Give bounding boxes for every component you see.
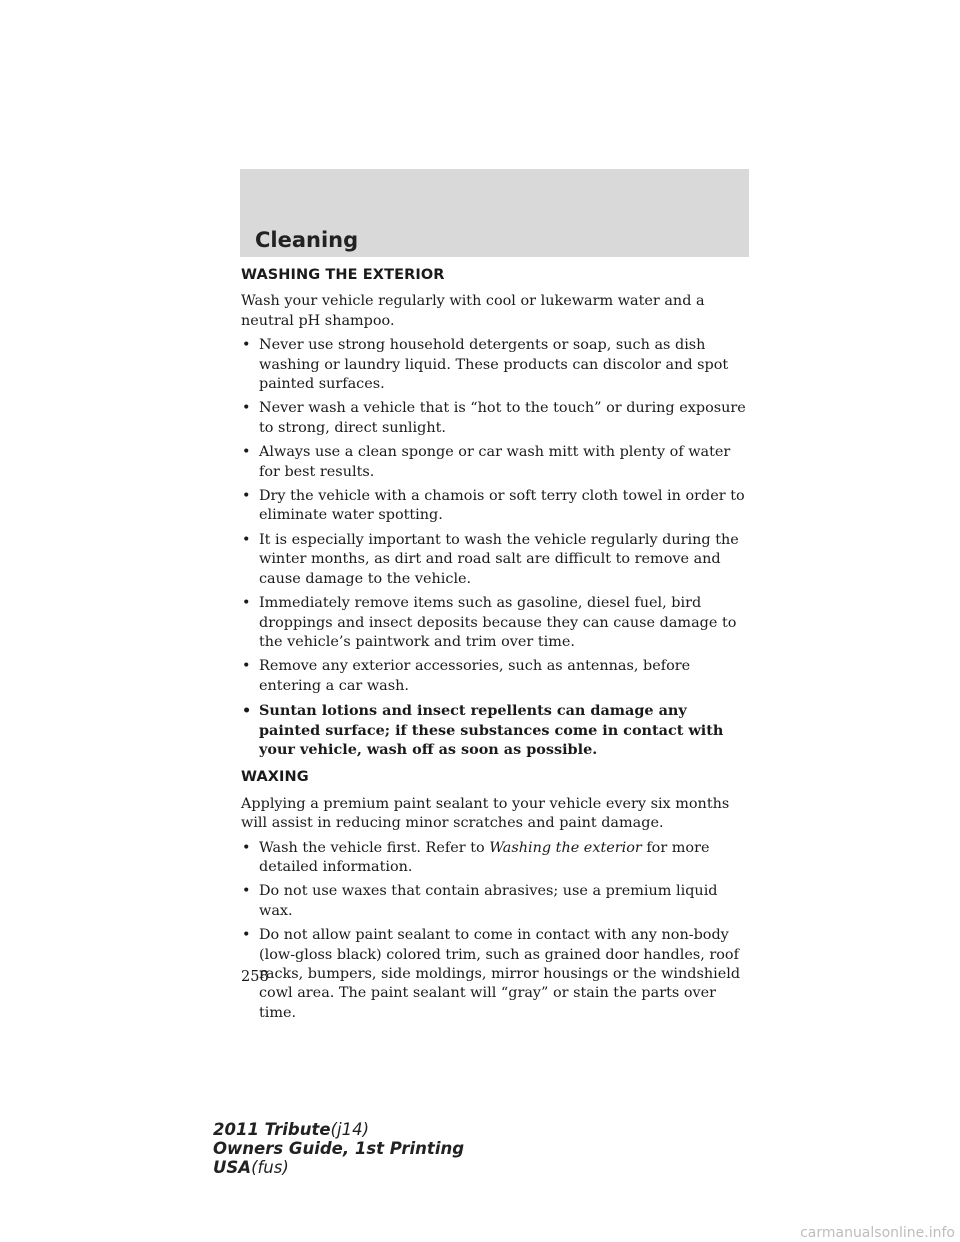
list-item-text: Do not allow paint sealant to come in contact with any non-body (low-gloss black) colored trim, such as grained door handles, roof racks, bumpers, side moldings, mirror housings or the windshield cowl area. The paint sealant will “gray” or stain the parts over time. [259, 927, 741, 1021]
list-item [241, 657, 749, 696]
list-item [241, 336, 749, 394]
footer-line [213, 1120, 464, 1139]
footer-market-code: (fus) [251, 1158, 289, 1177]
washing-bullet-list [241, 336, 749, 759]
list-item-text: Never use strong household detergents or soap, such as dish washing or laundry liquid. These products can discolor and spot painted surfaces. [259, 337, 729, 393]
footer-info [213, 1120, 464, 1177]
list-item [241, 594, 749, 652]
list-item-text: Do not use waxes that contain abrasives; use a premium liquid wax. [259, 883, 718, 919]
list-item-text: Suntan lotions and insect repellents can damage any painted surface; if these substances come in contact with your vehicle, wash off as soon as possible. [259, 702, 724, 758]
washing-intro: Wash your vehicle regularly with cool or lukewarm water and a neutral pH shampoo. [241, 293, 705, 329]
list-item-text: It is especially important to wash the vehicle regularly during the winter months, as dirt and road salt are difficult to remove and cause damage to the vehicle. [259, 531, 739, 587]
footer-market: USA [213, 1158, 252, 1177]
bullet-icon: • [242, 839, 251, 856]
section-title: Cleaning [255, 228, 359, 252]
cross-reference: Washing the exterior [489, 839, 642, 856]
bullet-icon: • [242, 337, 251, 354]
list-item-text: for more detailed information. [259, 839, 710, 875]
bullet-icon: • [242, 658, 251, 675]
footer-code: (j14) [330, 1120, 370, 1139]
list-item [241, 882, 749, 921]
bullet-icon: • [242, 531, 251, 548]
washing-heading: WASHING THE EXTERIOR [241, 267, 445, 283]
bullet-icon: • [242, 927, 251, 944]
list-item-text: Dry the vehicle with a chamois or soft terry cloth towel in order to eliminate water spotting. [259, 488, 745, 524]
bullet-icon: • [242, 488, 251, 505]
list-item-text: Immediately remove items such as gasoline, diesel fuel, bird droppings and insect deposits because they can cause damage to the vehicle’s paintwork and trim over time. [259, 595, 737, 650]
bullet-icon: • [242, 400, 251, 417]
list-item [241, 399, 749, 438]
list-item-text: Wash the vehicle first. Refer to [259, 839, 490, 856]
list-item [241, 487, 749, 526]
list-item-text: Never wash a vehicle that is “hot to the touch” or during exposure to strong, direct sunlight. [259, 400, 746, 436]
bullet-icon: • [242, 595, 251, 612]
footer-line: Owners Guide, 1st Printing [213, 1139, 465, 1158]
list-item [241, 839, 749, 878]
page-content [241, 266, 749, 1028]
waxing-heading: WAXING [241, 769, 309, 786]
footer-model: 2011 Tribute [213, 1120, 331, 1139]
list-item [241, 531, 749, 589]
bullet-icon: • [242, 444, 251, 461]
page-number: 258 [241, 969, 269, 985]
list-item-text: Remove any exterior accessories, such as antennas, before entering a car wash. [259, 658, 691, 694]
waxing-intro: Applying a premium paint sealant to your vehicle every six months will assist in reducing minor scratches and paint damage. [241, 795, 730, 832]
list-item [241, 926, 749, 1023]
bullet-icon: • [242, 883, 251, 900]
warning-list-item [241, 701, 749, 759]
footer-line [213, 1158, 464, 1177]
list-item-text: Always use a clean sponge or car wash mitt with plenty of water for best results. [259, 444, 731, 480]
bullet-icon: • [242, 702, 252, 720]
watermark: carmanualsonline.info [800, 1225, 955, 1241]
waxing-bullet-list [241, 839, 749, 1024]
list-item [241, 443, 749, 482]
